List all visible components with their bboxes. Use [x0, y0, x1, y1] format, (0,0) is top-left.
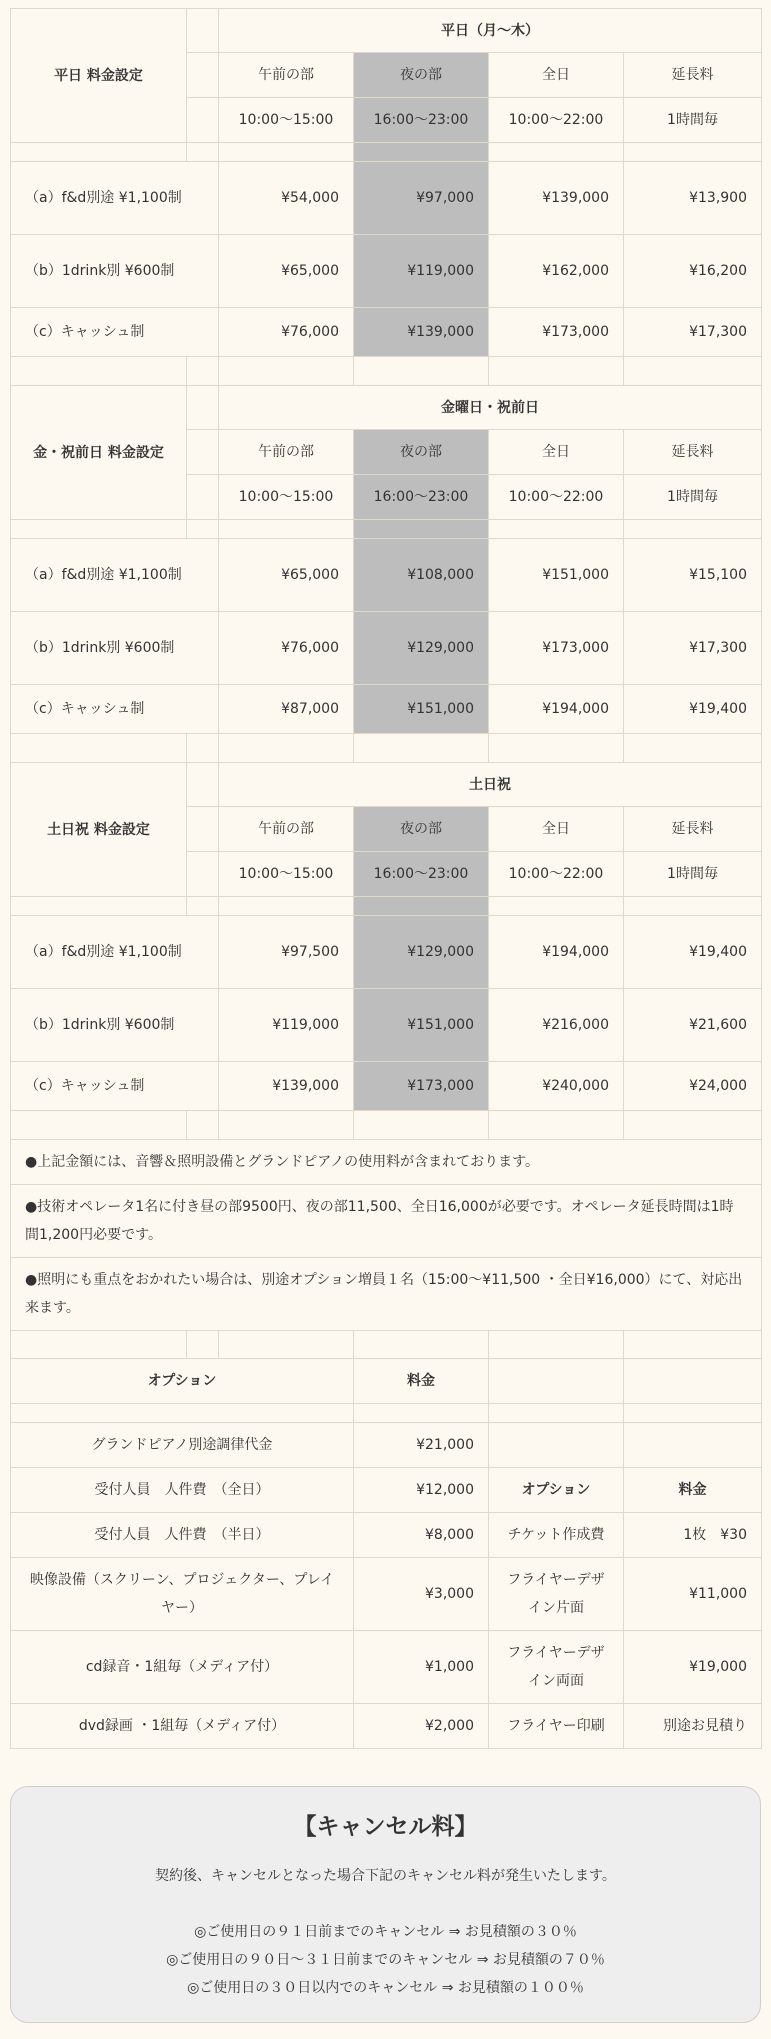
day-band: 金曜日・祝前日	[219, 386, 762, 430]
time-cell: 10:00〜22:00	[489, 852, 624, 897]
price-cell: ¥119,000	[354, 235, 489, 308]
time-cell: 10:00〜22:00	[489, 475, 624, 520]
price-cell: ¥21,600	[624, 989, 762, 1062]
col-header: 午前の部	[219, 807, 354, 852]
cancel-item: ◎ご使用日の３０日以内でのキャンセル ⇒ お見積額の１００％	[187, 1980, 584, 1996]
day-band: 土日祝	[219, 763, 762, 807]
option-name-right: フライヤー印刷	[489, 1704, 624, 1749]
option-name-right: フライヤーデザイン両面	[489, 1631, 624, 1704]
price-cell: ¥97,000	[354, 162, 489, 235]
option-name-right: チケット作成費	[489, 1513, 624, 1558]
price-cell: ¥173,000	[489, 612, 624, 685]
section-title: 平日 料金設定	[11, 9, 187, 143]
price-cell: ¥151,000	[489, 539, 624, 612]
price-cell: ¥19,400	[624, 916, 762, 989]
col-header: 全日	[489, 53, 624, 98]
price-cell: ¥17,300	[624, 612, 762, 685]
price-cell: ¥151,000	[354, 685, 489, 734]
time-cell: 1時間毎	[624, 98, 762, 143]
time-cell: 16:00〜23:00	[354, 475, 489, 520]
price-cell: ¥15,100	[624, 539, 762, 612]
col-header: 夜の部	[354, 53, 489, 98]
cancel-policy-box	[10, 1786, 761, 2023]
price-cell: ¥173,000	[489, 308, 624, 357]
option-fee-right: 別途お見積り	[624, 1704, 762, 1749]
note: ●照明にも重点をおかれたい場合は、別途オプション増員１名（15:00〜¥11,500 ・全日¥16,000）にて、対応出来ます。	[11, 1258, 762, 1331]
time-cell: 1時間毎	[624, 475, 762, 520]
option-name: 映像設備（スクリーン、プロジェクター、プレイヤー）	[11, 1558, 354, 1631]
time-cell: 10:00〜15:00	[219, 98, 354, 143]
price-cell: ¥162,000	[489, 235, 624, 308]
time-cell: 10:00〜15:00	[219, 852, 354, 897]
cancel-item: ◎ご使用日の９０日〜３１日前までのキャンセル ⇒ お見積額の７０％	[166, 1952, 605, 1968]
option-name-right: フライヤーデザイン片面	[489, 1558, 624, 1631]
section-title: 金・祝前日 料金設定	[11, 386, 187, 520]
plan-label: （a）f&d別途 ¥1,100制	[11, 539, 219, 612]
price-cell: ¥24,000	[624, 1062, 762, 1111]
plan-label: （b）1drink別 ¥600制	[11, 235, 219, 308]
option-fee: ¥12,000	[354, 1468, 489, 1513]
cancel-item: ◎ご使用日の９１日前までのキャンセル ⇒ お見積額の３０％	[194, 1924, 577, 1940]
col-header: 延長料	[624, 53, 762, 98]
option-fee-right: ¥11,000	[624, 1558, 762, 1631]
option-fee: ¥21,000	[354, 1423, 489, 1468]
cancel-title: 【キャンセル料】	[293, 1814, 478, 1840]
option-header-right: オプション	[489, 1468, 624, 1513]
price-cell: ¥129,000	[354, 916, 489, 989]
price-cell: ¥76,000	[219, 308, 354, 357]
price-cell: ¥65,000	[219, 539, 354, 612]
option-name: dvd録画 ・1組毎（メディア付）	[11, 1704, 354, 1749]
col-header: 延長料	[624, 807, 762, 852]
price-table	[10, 8, 762, 1749]
plan-label: （c）キャッシュ制	[11, 308, 219, 357]
price-cell: ¥240,000	[489, 1062, 624, 1111]
time-cell: 16:00〜23:00	[354, 98, 489, 143]
cancel-intro: 契約後、キャンセルとなった場合下記のキャンセル料が発生いたします。	[155, 1868, 616, 1884]
col-header: 午前の部	[219, 53, 354, 98]
price-cell: ¥19,400	[624, 685, 762, 734]
option-header: オプション	[11, 1359, 354, 1404]
plan-label: （b）1drink別 ¥600制	[11, 612, 219, 685]
plan-label: （a）f&d別途 ¥1,100制	[11, 162, 219, 235]
cancel-list	[11, 1918, 760, 2002]
option-name: グランドピアノ別途調律代金	[11, 1423, 354, 1468]
plan-label: （c）キャッシュ制	[11, 685, 219, 734]
col-header: 全日	[489, 430, 624, 475]
section-title: 土日祝 料金設定	[11, 763, 187, 897]
price-cell: ¥129,000	[354, 612, 489, 685]
time-cell: 16:00〜23:00	[354, 852, 489, 897]
time-cell: 10:00〜22:00	[489, 98, 624, 143]
price-cell: ¥139,000	[354, 308, 489, 357]
fee-header: 料金	[354, 1359, 489, 1404]
price-cell: ¥87,000	[219, 685, 354, 734]
price-cell: ¥16,200	[624, 235, 762, 308]
price-cell: ¥97,500	[219, 916, 354, 989]
option-name: 受付人員 人件費 （半日）	[11, 1513, 354, 1558]
price-cell: ¥119,000	[219, 989, 354, 1062]
plan-label: （b）1drink別 ¥600制	[11, 989, 219, 1062]
option-fee: ¥3,000	[354, 1558, 489, 1631]
option-fee: ¥8,000	[354, 1513, 489, 1558]
option-fee-right: ¥19,000	[624, 1631, 762, 1704]
option-fee: ¥1,000	[354, 1631, 489, 1704]
col-header: 夜の部	[354, 430, 489, 475]
col-header: 延長料	[624, 430, 762, 475]
price-cell: ¥173,000	[354, 1062, 489, 1111]
time-cell: 1時間毎	[624, 852, 762, 897]
price-cell: ¥13,900	[624, 162, 762, 235]
price-cell: ¥108,000	[354, 539, 489, 612]
day-band: 平日（月〜木）	[219, 9, 762, 53]
price-cell: ¥216,000	[489, 989, 624, 1062]
option-fee: ¥2,000	[354, 1704, 489, 1749]
option-fee-right: 1枚 ¥30	[624, 1513, 762, 1558]
time-cell: 10:00〜15:00	[219, 475, 354, 520]
price-cell: ¥194,000	[489, 685, 624, 734]
option-name: 受付人員 人件費 （全日）	[11, 1468, 354, 1513]
price-cell: ¥139,000	[219, 1062, 354, 1111]
price-cell: ¥65,000	[219, 235, 354, 308]
plan-label: （a）f&d別途 ¥1,100制	[11, 916, 219, 989]
plan-label: （c）キャッシュ制	[11, 1062, 219, 1111]
note: ●技術オペレータ1名に付き昼の部9500円、夜の部11,500、全日16,000が必要です。オペレータ延長時間は1時間1,200円必要です。	[11, 1185, 762, 1258]
price-cell: ¥54,000	[219, 162, 354, 235]
price-cell: ¥151,000	[354, 989, 489, 1062]
price-cell: ¥76,000	[219, 612, 354, 685]
fee-header-right: 料金	[624, 1468, 762, 1513]
price-cell: ¥139,000	[489, 162, 624, 235]
note: ●上記金額には、音響＆照明設備とグランドピアノの使用料が含まれております。	[11, 1140, 762, 1185]
col-header: 午前の部	[219, 430, 354, 475]
col-header: 夜の部	[354, 807, 489, 852]
col-header: 全日	[489, 807, 624, 852]
price-cell: ¥17,300	[624, 308, 762, 357]
option-name: cd録音・1組毎（メディア付）	[11, 1631, 354, 1704]
price-cell: ¥194,000	[489, 916, 624, 989]
